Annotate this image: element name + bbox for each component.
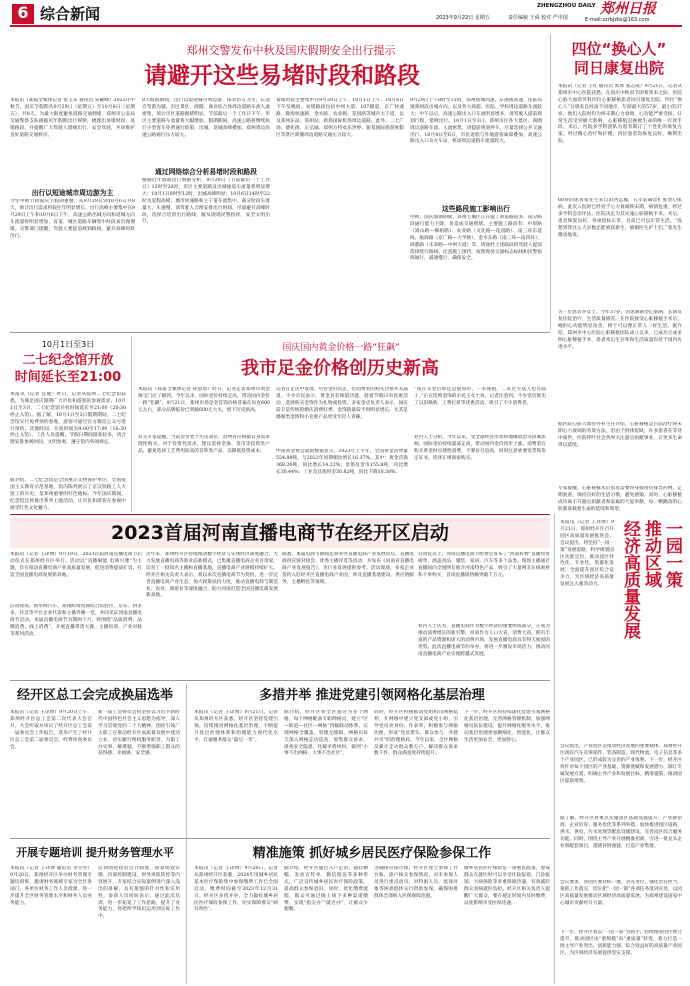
a8-body-4: 下一步，经开区将持续深化党建引领网格化基层治理，完善网格管理机制，加强网格员队伍建设，提升网格化服务水平，推动基层治理更加精细化、智能化，让群众生活更加安全、更加舒心。 [464, 710, 550, 743]
a4-body-3: 业内人士分析，今年以来，受全球经济形势和地缘政治等因素影响，国际金价持续震荡走高，带动国内金价同步上涨。消费者在购买黄金时应理性消费，不要盲目追高，同时注意索要发票和鉴定证书，选择正规商家购买。 [414, 435, 546, 461]
divider-main-a6 [554, 514, 555, 984]
a1-body-3: 易堵时段主要集中在9月29日上午、10月1日上午、10月6日下午及晚间。易堵路段包括中州大道、107辅道、京广快速路、陇海快速路、金水路、农业路、花园路等城市主干道，以及郑州东站、郑州站、新郑国际机场周边道路。此外，二七广场、德化街、正弘城、郑州方特欢乐世界、银基国际旅游度假区等景区商圈周边道路交通压力较大。 [276, 98, 404, 138]
divider-row-4b [186, 838, 550, 839]
a3-body-1: 本报讯（记者 孔鹿）昨日，记者从郑州二七纪念馆获悉，为满足国庆假期广大市民和游客的参观需求，10月1日至3日，二七纪念馆开放时间延长至21:00（20:30停止入馆）。据了解，10月1日至3日假期期间，二七纪念馆实行免费预约参观，游客可通过官方微信公众号进行预约。其他时间，开放时间为9:00至17:00（16:30停止入馆）。工作人员提醒，节假日期间游客较多，请合理安排参观时间，文明参观，遵守馆内各项规定。 [10, 392, 126, 446]
a9-body-2: 培训围绕政府会计制度、预算绩效管理、内部控制建设、财务风险防控等内容展开，专家结合实际案例进行深入浅出的讲解，具有很强的针对性和实用性。参训人员纷纷表示，通过此次培训，进一步拓宽了工作思路，提升了业务能力，将把所学知识运用到实际工作中。 [98, 866, 180, 920]
divider-row-1 [10, 332, 550, 333]
a1-body-4: 根据近年假期出行数据分析，9月29日（节前最后一个工作日）12时至20时，市区主要道路及出城通道车流量将明显增大；10月1日8时至12时，出城高峰明显；10月6日14时至22时为返程高峰，城市快速路和主干道车流集中。部分时段车流量大、车速慢，请驾驶人合理安排出行时间，尽量避开高峰时段，选择合适的出行路线，服从现场民警指挥，安全文明出行。 [142, 178, 270, 225]
divider-row-4 [10, 838, 186, 839]
a5-body-1: 本报讯（记者 王译博）9月19日，2023首届河南直播电商节启动仪式在郑州经开区举行。活动以“直播赋能 电商兴豫”为主题，旨在推动直播电商产业高质量发展，促进消费提质扩容，打造全国直播电商发展新高地。 [10, 552, 142, 578]
a3-kicker: 10月1日至3日 [41, 340, 95, 349]
a8-body-2: 据介绍，经开区将全区划分为多个网格，每个网格配备专职网格员，建立“区—街道—社区—网格”四级联动体系，实现网格全覆盖、管理无缝隙。网格员每天深入网格走访巡查，收集群众诉求，排查安全隐患，化解矛盾纠纷，做到“小事不出网格、大事不出社区”。 [284, 710, 368, 757]
a1-lead: 本报讯（郑报全媒体记者 张玉东 通讯员 宋耀峰）2023年中秋节、国庆节假期从9月29日（星期五）至10月6日（星期五），共8天。为最大限度避免道路交通拥堵，郑州市公安局交通警察支队根据近年假期出行规律，梳理出易堵时段、易堵路段，并提醒广大驾驶人错峰出行、安全驾驶，共同维护良好道路交通秩序。 [10, 98, 135, 138]
a5-body-3: 近年来，郑州经开区持续推动数字经济与实体经济深度融合，大力发展直播电商等新业态新模式，已集聚直播电商企业百余家，培育了一批知名主播和直播基地，直播电商产业规模持续扩大。经开区相关负责人表示，将以本次直播电商节为契机，进一步完善直播电商产业生态，加大政策扶持力度，推动直播电商与制造业、农业、商贸业等深度融合，助力河南打造全国直播电商发展新高地。 [146, 552, 278, 599]
date-line: 2023年9月22日 星期五 [436, 15, 490, 21]
a2-body-5: 专家提醒，心脏移植术后患者需要终身服用抗排异药物，定期复查，保持良好的生活习惯，避免感染。同时，心脏移植成功离不开器官捐献者和家属的大爱奉献，每一颗跳动的心脏都承载着生命的延续和希望。 [558, 486, 682, 512]
a2-body-3: 另一位患者李女士，今年37岁，因患限制型心肌病，长期反复住院治疗，生活质量极差。在医院接受心脏移植手术后，她的心功能明显改善，终于可以像正常人一样生活。据介绍，郑州市中心医院心脏移植团队成立以来，已成功完成多例心脏移植手术，患者术后生存率和生活质量均处于国内先进水平。 [558, 310, 682, 350]
a2-title: 四位“换心人” 同日康复出院 [571, 40, 667, 77]
masthead-rule [10, 25, 682, 27]
a4-body-5: 有关专家提醒，当前金价处于历史高位，消费者应根据自身需求理性购买。对于投资性需求，建议选择金条、金币等投资类产品，避免选择工艺费用较高的首饰类产品，以降低投资成本。 [138, 435, 270, 454]
a8-body-3: 同时，经开区积极推动党组织向网格延伸，在网格中建立党支部或党小组，引导党员亮身份、作表率，积极参与网格治理，形成“党员带头、群众参与、共建共享”的治理格局。今年以来，全区网格员累计走访群众数万户，解决群众诉求数千件，群众满意度持续提升。 [374, 710, 458, 757]
a5-body-6: 业内人士认为，直播电商作为数字经济的重要组成部分，正成为推动消费增长的新引擎。河南作为人口大省、消费大省，拥有丰富的产品资源和庞大的消费市场，发展直播电商具有得天独厚的优势。此次直播电商节的举办，将进一步激发市场活力，推动河南直播电商产业实现跨越式发展。 [418, 624, 550, 657]
a2-body-4: 据医院心脏大血管外科主任介绍，心脏移植是目前治疗终末期心力衰竭的有效方法，但由于供体短缺，许多患者在等待中离世。医院呼吁社会各界关注器官捐献事业，让更多生命得以延续。 [558, 422, 682, 448]
divider-row-3 [10, 680, 550, 681]
a2-body-1: 本报讯（记者 王红 通讯员 郭冰 张志成）9月21日，记者从郑州市中心医院获悉，在国庆中秋双节即将到来之际，医院心脏大血管外科四位心脏移植患者同日康复出院。四位“换心人”分别来自河南不同地市，年龄最大的57岁，最小的37岁。他们入院时均为终末期心力衰竭，心功能严重受损，日常生活受到极大影响，心脏移植是挽救生命的唯一有效手段。术后，医院多学科团队为患者制订了个性化的康复方案，经过精心治疗和护理，四位患者均恢复良好，顺利出院。 [558, 84, 682, 145]
divider-a7-a8 [186, 684, 187, 984]
a8-body-1: 本报讯（记者 王译博）9月21日，记者从郑州经开区获悉，经开区坚持党建引领，持续推进网格化基层治理，不断提升基层治理体系和治理能力现代化水平，打通服务群众“最后一米”。 [194, 710, 278, 743]
a1-title: 请避开这些易堵时段和路段 [144, 63, 420, 89]
a4-body-6: “现在买金首饰还是值得的，一来保值，二来过节送人也有面子。”正在选购金饰的市民王女士说。记者注意到，不少金店推出了以旧换新、工费打折等优惠活动，吸引了不少消费者。 [414, 387, 546, 406]
a6-body-1: 本报讯（记者 王译博）9月21日，郑州经开区召开园区高质量发展推进会。会议提出，将坚持“一园一策”发展思路，科学规划园区功能定位，推动园区特色化、专业化、集群化发展，全面提升园区综合竞争力，为区域经济高质量发展注入强劲动力。 [560, 520, 614, 588]
a10-body-4: 城乡居民医疗保险是一项惠民政策，参保群众在就医时可以享受住院报销、门诊报销、大病保险等多重保障待遇，有效减轻群众看病就医负担。经开区相关负责人提醒广大群众，要在规定时间内及时缴费，以免影响享受医保待遇。 [464, 866, 550, 906]
divider-a1-a2 [550, 34, 551, 330]
a6-body-7: 下一步，经开区将以“一园一策”为抓手，持续推进园区整合提升，推动园区由“重规模”向“重质量”转变，着力打造一批主导产业突出、创新能力强、综合效益好的高质量产业园区，为区域经济发展提供坚实支撑。 [560, 930, 682, 956]
a1-body-2: 8天假期期间，出行以短途城市周边游、探亲访友为主，长途自驾游为辅。市区景区、商圈、商业综合体周边道路车流人流密集，预计市区道路拥堵明显。节前最后一个工作日下午，市区主要道路车流量将大幅增加。假期期间，高速公路将继续执行小型客车免费通行政策，出城、返城高峰叠加，郑州周边高速公路通行压力较大。 [142, 98, 270, 138]
a1-subhead-2: 通过网络综合分析易堵时段和路段 [155, 168, 257, 176]
a5-body-2: 活动现场，新华网汽车、郑州跨境电商综合试验区、京东、拼多多、抖音等平台企业代表和主播齐聚一堂，共同见证河南直播电商节启动。本届直播电商节为期两个月，将围绕“品质消费、品牌消费、线上消费”，开展直播带货大赛、主播培训、产业对接等系列活动。 [10, 604, 142, 637]
a3-body-2: 据介绍，二七纪念馆是全国重点文物保护单位、全国爱国主义教育示范基地，馆内陈列展示了京汉铁路工人大罢工的历史，是郑州重要的红色地标。今年国庆期间，纪念馆还将推出系列主题活动，让市民和游客在参观中感受红色文化魅力。 [10, 478, 126, 510]
a10-body-1: 本报讯（记者 王译博）9月20日，记者从郑州经开区获悉，2024年度城乡居民基本医疗保险集中参保缴费工作已全面启动，缴费时间截至2023年12月31日。经开区多措并举，全力做好城乡居民医疗保险参保工作，切实保障群众“病有所医”。 [194, 866, 278, 913]
a6-body-2: 会议指出，产业园区是推动经济发展的重要载体。郑州经开区现有汽车及零部件、装备制造、现代物流、电子信息等多个产业园区，已形成较为完善的产业体系。下一步，经开区将针对每个园区的产业基础、资源禀赋和发展潜力，制订专属发展方案，明确主导产业和发展目标，精准施策，推动园区提质增效。 [560, 744, 682, 784]
a10-body-3: 为确保应保尽保，经开区建立参保工作台账，逐户核实参保情况，对未参保人员进行重点动员，对特困人员、低保对象等困难群体实行资助参保，确保困难群体全部纳入医保保障范围。 [374, 866, 458, 899]
a9-body-1: 本报讯（记者 王译博 通讯员 李雪琴）9月20日，郑州经开区举办财务管理专题培训班，邀请财务领域专家为全区各部门、各单位财务工作人员授课，进一步提升全区财务管理水平和财务人员业务能力。 [10, 866, 92, 906]
a6-body-5: 会议要求，各园区要对标一流、争先进位，强化责任担当，狠抓工作落实，切实把“一园一策”各项任务落到实处，以园区高质量发展推动区域经济高质量发展，为郑州建设国家中心城市贡献经开力量。 [560, 880, 682, 906]
a8-title: 多措并举 推进党建引领网格化基层治理 [259, 688, 485, 703]
a3-title: 二七纪念馆开放 时间延长至21:00 [14, 353, 122, 385]
editors-line: 责任编辑 王舜 校对 严中国 [508, 15, 568, 21]
paper-name-en: ZHENGZHOU DAILY [537, 3, 596, 9]
a6-title-text: 一园一策 推动区域 经济高质量发展 [620, 520, 682, 639]
a1-subhead-1: 出行以短途城市周边游为主 [31, 189, 114, 197]
a5-body-4: 据悉，本届电商节期间还将举办直播电商产业发展论坛、直播电商供应链对接会、优秀主播评选等活动，并发布《河南省直播电商产业发展报告》，为行业发展提供参考。活动现场，多家企业签约入驻经开区直播电商产业园，涉及直播基地建设、供应链服务、主播孵化等领域。 [282, 552, 414, 585]
a10-body-2: 据介绍，经开区通过入户走访、悬挂横幅、发放宣传单、微信推送等多种形式，广泛宣传城乡居民医疗保险政策，提高群众参保意识。同时，优化缴费流程，群众可通过线上线下多种渠道缴费，实现“指尖办”“就近办”，让群众少跑腿。 [284, 866, 368, 913]
a6-title [618, 520, 682, 742]
a1-body-5: 9月29日上午8时至13时，郑州绕城高速、京港澳高速、连霍高速郑州段出城方向，以及各大商超、医院、学校周边道路车流较大；中午以后，高速公路出入口车流明显增多，请驾驶人提前规划行程，错峰出行。10月1日至3日，郑州市区各大景区、商圈周边道路车流、人流密集，请提前规划停车，尽量选择公共交通出行。10月4日至6日，市民返程与外地游客离郑叠加，高速公路出入口及火车站、机场周边道路车流量较大。 [410, 98, 542, 145]
a7-body-1: 本报讯（记者 王译博）9月20日上午，郑州经开区总工会第二次代表大会召开。大会听取并审议了经开区总工会第一届委员会工作报告，选举产生了经开区总工会第二届委员会、经费审查委员会。 [10, 710, 92, 750]
a4-kicker: 国庆国内黄金价格一路“狂飙” [282, 343, 400, 353]
a4-body-4: 中国黄金协会最新数据显示，2023年上半年，全国黄金消费量554.88吨，与2022年同期相比增长16.37%。其中：黄金首饰368.26吨，同比增长14.22%；金条及金币155.8吨，同比增长30.44%；工业及其他用金30.82吨，同比下降10.38%。 [276, 449, 408, 475]
a4-body-2: 记者在走访中发现，尽管金价高企，但消费者的购买热情并未减退。不少市民表示，黄金具有保值功能，趁着节假日有优惠活动，选择购买金饰作为礼物或投资。多家金店负责人表示，国庆前夕是传统的婚庆消费旺季，金饰销量较平时明显增长，尤其是婚嫁类金饰和小克重产品更受年轻人青睐。 [276, 387, 408, 420]
a7-body-2: 新一届工会委员会将坚持以习近平新时代中国特色社会主义思想为指导，深入学习贯彻党的二十大精神，团结引领广大职工在推动经开区高质量发展中建功立业，切实履行维权服务职责，为职工办实事、解难题，不断增强职工群众的获得感、幸福感、安全感。 [98, 710, 180, 757]
a2-body-2: 68岁的患者张先生来自山西运城，五年前确诊扩张型心肌病，此次入院时已经处于心力衰竭终末期，病情危重。经过多学科会诊评估，医院决定为其实施心脏移植手术。术后，患者恢复良好，各项指标正常，目前已可以正常生活。“没想到我这么大岁数还能重获新生，感谢医生护士们。”张先生激动地说。 [558, 198, 682, 238]
page-number: 6 [17, 3, 29, 22]
a4-title: 我市足金价格创历史新高 [241, 358, 439, 379]
masthead [0, 0, 690, 26]
a7-title: 经开区总工会完成换届选举 [16, 688, 173, 703]
a9-title: 开展专题培训 提升财务管理水平 [16, 846, 174, 859]
a10-title: 精准施策 抓好城乡居民医疗保险参保工作 [252, 846, 492, 861]
a1-subhead-3: 这些路段施工影响出行 [442, 205, 510, 213]
a5-body-5: 启动仪式上，河南直播电商节组委会发布了“河南好物”直播带货榜单，涵盖食品、服装、家居、汽车等多个品类。现场主播通过直播间向全国网友推介河南特色产品，吸引了大量网友在线观看和下单购买，首场直播销售额突破千万元。 [418, 552, 550, 578]
a1-kicker: 郑州交警发布中秋及国庆假期安全出行提示 [186, 44, 396, 57]
a4-body-1: 本报讯（郑报全媒体记者 孙思琦）昨日，记者走访郑州市黄金珠宝门店了解到，今年以来，国际金价持续走高，带动国内金价一路“狂飙”。9月21日，郑州市场足金首饰价格普遍在每克600元左右，部分品牌报价已突破600元大关，创下历史新高。 [138, 387, 270, 413]
section-name: 综合新闻 [40, 5, 101, 23]
a1-body-1: 今年中秋节和国庆节假期重叠，从9月29日到10月6日共8天，预计出行需求将较往年明显增长。出行高峰主要集中在9月29日上午和10月6日下午，高速公路出城方向和返城方向车流量将明显增加，省道、城区道路车辆集中时段易出现拥堵。交警部门提醒，驾驶人要提前规划路线，避开高峰时段出行。 [10, 199, 135, 239]
divider-a3-a4 [131, 336, 132, 512]
divider-row-2 [10, 514, 550, 515]
a6-body-3: 据了解，经开区将重点实施园区基础设施提升、产业链招商、企业培育、服务优化等系列举措，加快推进园区道路、供水、供电、污水处理等配套设施建设，完善园区综合服务功能。同时，围绕主导产业开展精准招商，引进一批龙头企业和配套项目，延链补链强链，打造产业集群。 [560, 816, 682, 849]
email-line: E-mail:zzrbjzbs@163.com [585, 17, 650, 23]
a1-body-7: 中秋、国庆假期期间，郑州主城区正在施工的道路较多，部分路段通行能力下降，易造成交通拥堵。主要施工路段有：中原路（嵩山路—桐柏路）、农业路（文化路—花园路）、南三环东延线、航海路（京广路—大学路）、金水东路（南三环—南四环）、商都路（未来路—中州大道）等。请途经上述路段的驾驶人提前选择绕行路线，注意施工围挡，按照现场交通标志标线和民警指挥通行，减速慢行，确保安全。 [410, 215, 542, 262]
paper-logo: 郑州日报 [600, 1, 656, 17]
a5-title: 2023首届河南直播电商节在经开区启动 [111, 522, 449, 544]
